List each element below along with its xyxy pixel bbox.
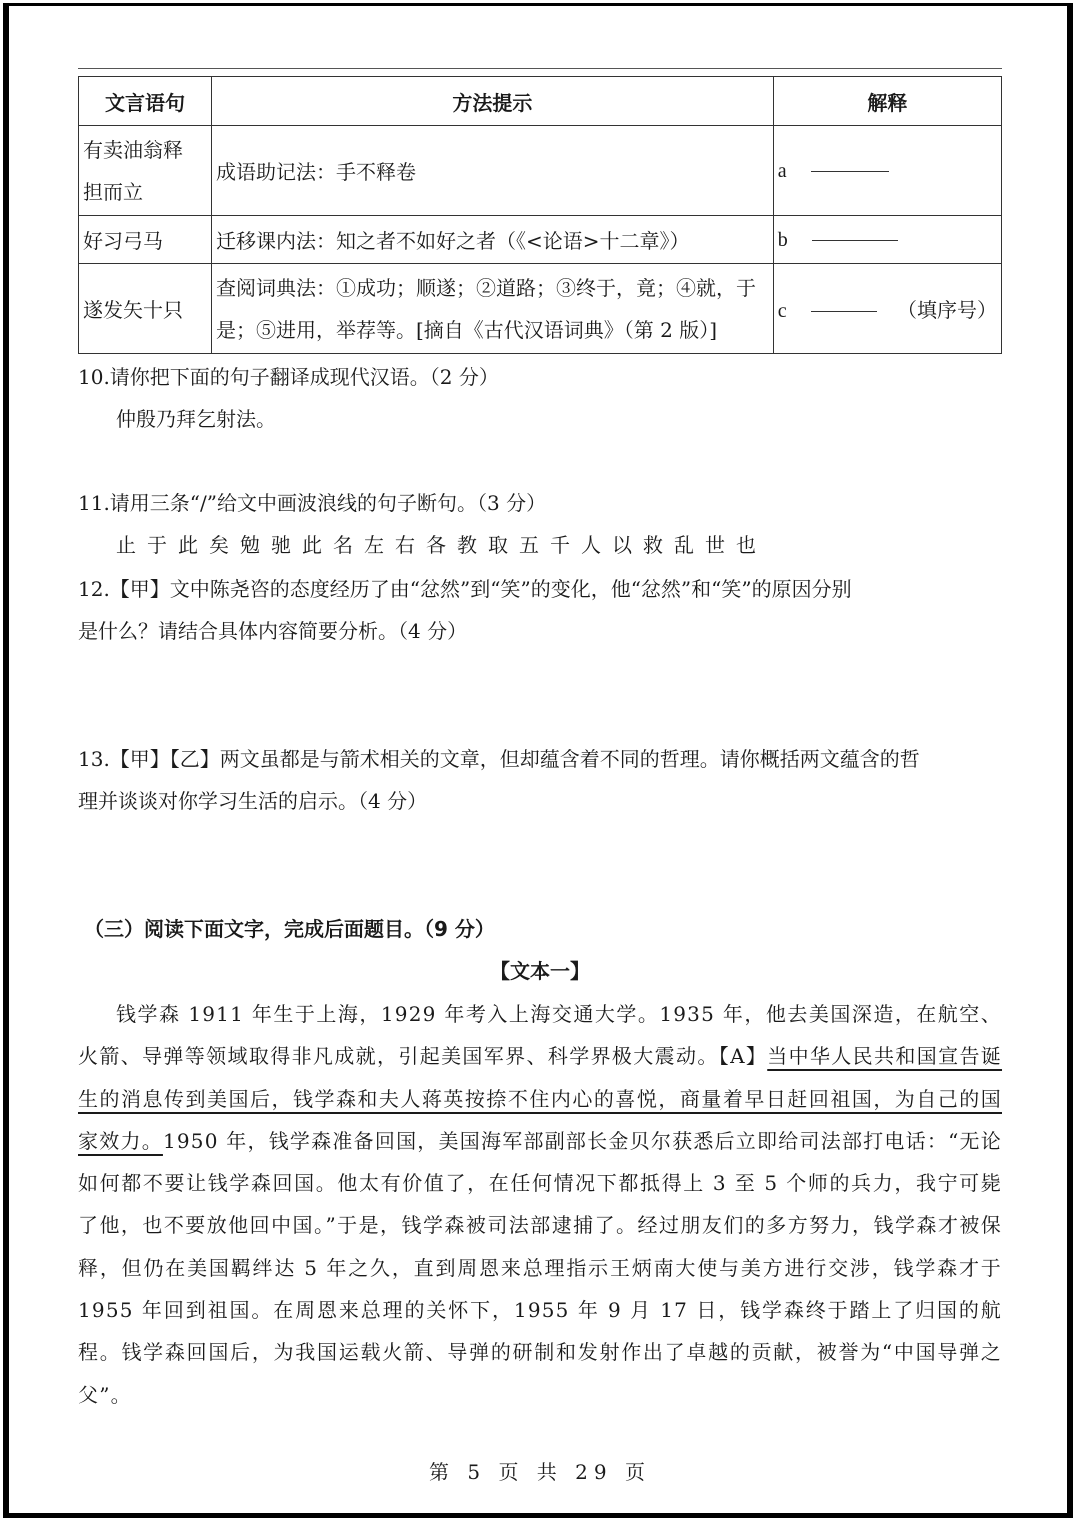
column-header: 解释 [773, 77, 1001, 126]
answer-cell [773, 126, 1001, 216]
method-cell: 迁移课内法：知之者不如好之者（《<论语>十二章》） [212, 216, 774, 264]
answer-blank[interactable] [811, 171, 889, 172]
reading-passage [78, 993, 1002, 1416]
passage-text: 钱学森 1911 年生于上海，1929 年考入上海交通大学。1935 年，他去美国深造，在航空、火箭、导弹等领域取得非凡成就，引起美国军界、科学界极大震动。【A】 [78, 1002, 1002, 1069]
question-prompt: 10.请你把下面的句子翻译成现代汉语。（2 分） [78, 365, 499, 389]
table-row [79, 126, 1002, 216]
column-header: 方法提示 [212, 77, 774, 126]
answer-label: a [777, 160, 787, 182]
answer-hint: （填序号） [897, 298, 997, 322]
passage-text: 1950 年，钱学森准备回国，美国海军部副部长金贝尔获悉后立即给司法部打电话：“无论如何都不要让钱学森回国。他太有价值了，在任何情况下都抵得上 3 至 5 个师的兵力，我宁可毙了他，也不要放他回中国。”于是，钱学森被司法部逮捕了。经过朋友们的多方努力，钱学森才被保释，但仍在美国羁绊达 5 年之久，直到周恩来总理指示王炳南大使与美方进行交涉，钱学森才于 1955 年回到祖国。在周恩来总理的关怀下，1955 年 9 月 17 日，钱学森终于踏上了归国的航程。钱学森回国后，为我国运载火箭、导弹的研制和发射作出了卓越的贡献，被誉为“中国导弹之父”。 [78, 1128, 1002, 1407]
sentence-cell: 好习弓马 [79, 216, 212, 264]
answer-cell [773, 216, 1001, 264]
question-line: 理并谈谈对你学习生活的启示。（4 分） [78, 789, 428, 813]
question-line: 13.【甲】【乙】两文虽都是与箭术相关的文章，但却蕴含着不同的哲理。请你概括两文蕴含的哲 [78, 747, 920, 771]
page-number: 第 5 页 共 29 页 [429, 1460, 651, 1484]
answer-label: b [777, 229, 788, 251]
question-13 [78, 738, 1002, 822]
answer-cell [773, 264, 1001, 354]
sentence-text: 有卖油翁释 [83, 137, 183, 162]
method-text: 是；⑤进用，举荐等。[摘自《古代汉语词典》（第 2 版）] [216, 317, 718, 342]
sentence-cell [79, 126, 212, 216]
header-rule [78, 68, 1002, 69]
sentence-text: 担而立 [83, 179, 143, 204]
question-10 [78, 356, 1002, 440]
question-12 [78, 568, 1002, 652]
sentence-cell: 遂发矢十只 [79, 264, 212, 354]
method-cell [212, 264, 774, 354]
method-cell: 成语助记法：手不释卷 [212, 126, 774, 216]
table-row [79, 264, 1002, 354]
answer-label: c [777, 300, 787, 322]
question-prompt: 11.请用三条“/”给文中画波浪线的句子断句。（3 分） [78, 491, 547, 515]
answer-blank[interactable] [811, 311, 877, 312]
method-table [78, 76, 1002, 354]
method-text: 查阅词典法：①成功；顺遂；②道路；③终于，竟；④就，于 [216, 275, 756, 300]
question-sentence: 仲殷乃拜乞射法。 [116, 407, 276, 431]
underlined-sentence-a: 当中华人民共和国宣告诞生的消息传到美国后，钱学森和夫人蒋英按捺不住内心的喜悦，商量着早日赶回祖国，为自己的国家效力。 [78, 1044, 1003, 1153]
question-line: 是什么？请结合具体内容简要分析。（4 分） [78, 619, 468, 643]
text-title: 【文本一】 [490, 959, 590, 983]
question-11 [78, 482, 1002, 566]
question-sentence: 止于此矣勉驰此名左右各教取五千人以救乱世也 [116, 533, 767, 557]
question-line: 12.【甲】文中陈尧咨的态度经历了由“忿然”到“笑”的变化，他“忿然”和“笑”的原因分别 [78, 577, 852, 601]
section-heading: （三）阅读下面文字，完成后面题目。（9 分） [84, 917, 495, 941]
table-header-row [79, 77, 1002, 126]
answer-blank[interactable] [812, 240, 898, 241]
table-row [79, 216, 1002, 264]
column-header: 文言语句 [79, 77, 212, 126]
